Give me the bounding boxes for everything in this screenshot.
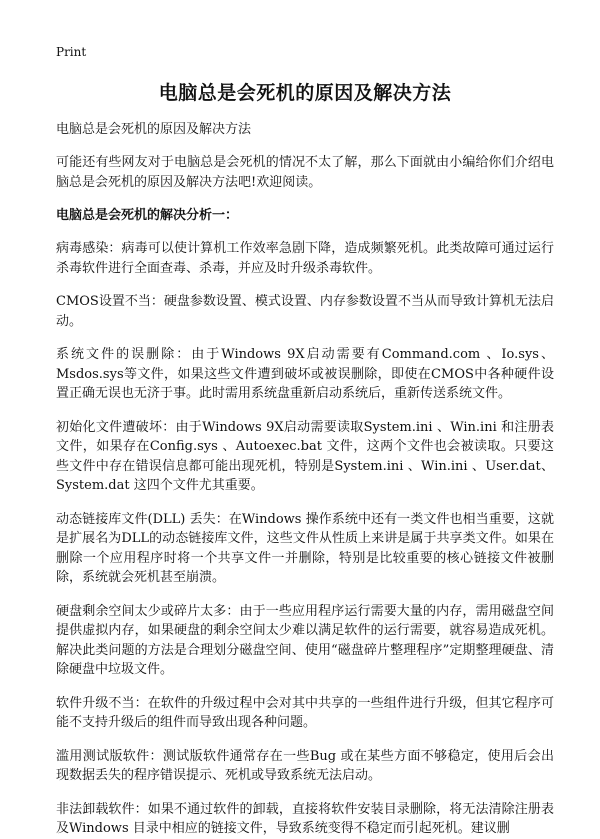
paragraph-illegal-uninstall: 非法卸载软件：如果不通过软件的卸载，直接将软件安装目录删除，将无法清除注册表及Windows 目录中相应的链接文件，导致系统变得不稳定而引起死机。建议删 xyxy=(56,801,554,836)
paragraph-disk-space: 硬盘剩余空间太少或碎片太多：由于一些应用程序运行需要大量的内存，需用磁盘空间提供虚拟内存，如果硬盘的剩余空间太少难以满足软件的运行需要，就容易造成死机。解决此类问题的方法是合理划分磁盘空间、使用“磁盘碎片整理程序”定期整理硬盘、清除硬盘中垃圾文件。 xyxy=(56,603,554,677)
subtitle: 电脑总是会死机的原因及解决方法 xyxy=(56,122,252,137)
page-title: 电脑总是会死机的原因及解决方法 xyxy=(158,82,452,104)
paragraph-beta-software: 滥用测试版软件：测试版软件通常存在一些Bug 或在某些方面不够稳定，使用后会出现数据丢失的程序错误提示、死机或导致系统无法启动。 xyxy=(56,748,554,783)
intro-paragraph: 可能还有些网友对于电脑总是会死机的情况不太了解，那么下面就由小编给你们介绍电脑总是会死机的原因及解决方法吧!欢迎阅读。 xyxy=(56,155,554,190)
print-label: Print xyxy=(56,45,87,59)
paragraph-init-files: 初始化文件遭破坏：由于Windows 9X启动需要读取System.ini 、Win.ini 和注册表文件，如果存在Config.sys 、Autoexec.bat 文件，这两个文件也会被读取。只要这些文件中存在错误信息都可能出现死机，特别是System.ini 、Win.ini 、User.dat、System.dat 这四个文件尤其重要。 xyxy=(56,419,554,493)
paragraph-software-upgrade: 软件升级不当：在软件的升级过程中会对其中共享的一些组件进行升级，但其它程序可能不支持升级后的组件而导致出现各种问题。 xyxy=(56,695,554,730)
section-heading: 电脑总是会死机的解决分析一： xyxy=(56,208,239,223)
paragraph-dll: 动态链接库文件(DLL) 丢失：在Windows 操作系统中还有一类文件也相当重要，这就是扩展名为DLL的动态链接库文件，这些文件从性质上来讲是属于共享类文件。如果在删除一个应用程序时将一个共享文件一并删除，特别是比较重要的核心链接文件被删除，系统就会死机甚至崩溃。 xyxy=(56,511,554,585)
paragraph-system-files: 系统文件的误删除：由于Windows 9X启动需要有Command.com 、Io.sys、Msdos.sys等文件，如果这些文件遭到破坏或被误删除，即使在CMOS中各种硬件设置正确无误也无济于事。此时需用系统盘重新启动系统后，重新传送系统文件。 xyxy=(56,347,554,401)
paragraph-virus: 病毒感染：病毒可以使计算机工作效率急剧下降，造成频繁死机。此类故障可通过运行杀毒软件进行全面查毒、杀毒，并应及时升级杀毒软件。 xyxy=(56,241,554,276)
paragraph-cmos: CMOS设置不当：硬盘参数设置、模式设置、内存参数设置不当从而导致计算机无法启动。 xyxy=(56,294,554,329)
